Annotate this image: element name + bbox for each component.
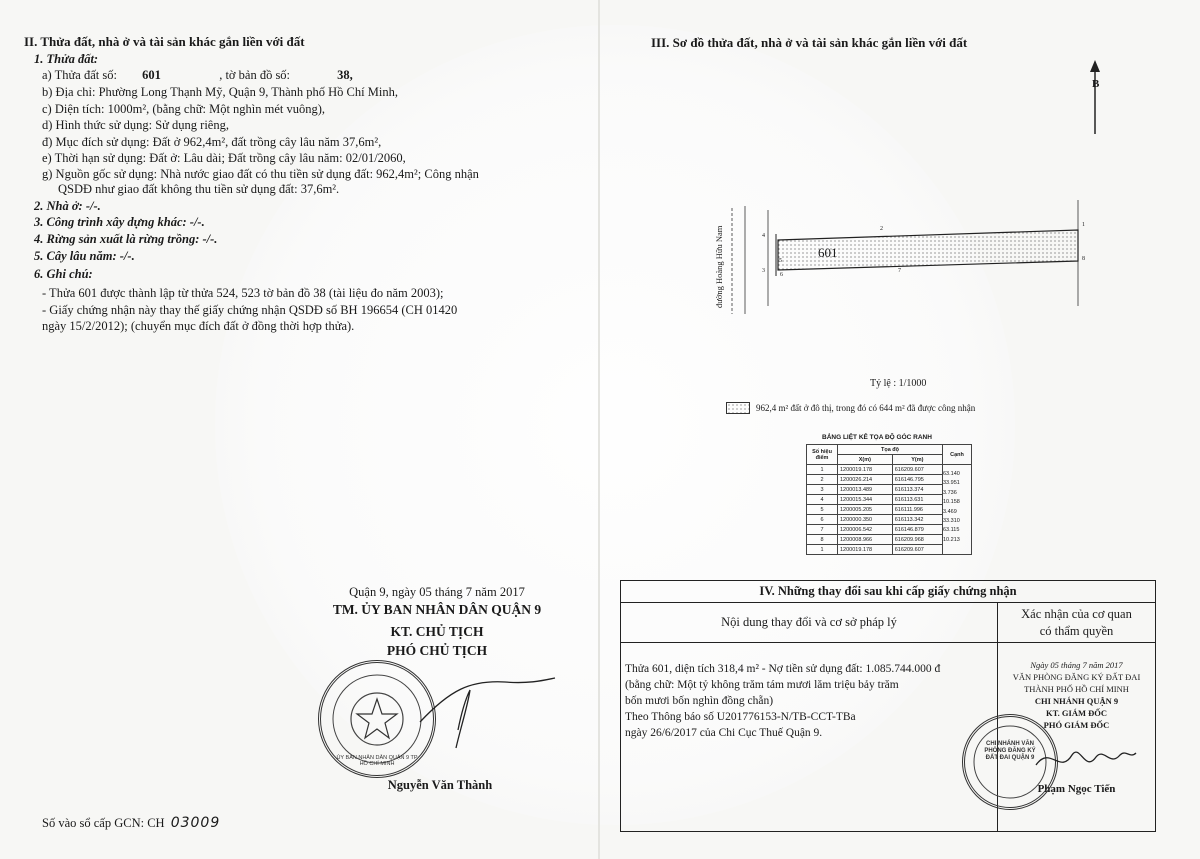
north-label: B [1092,78,1100,90]
table-cell: 616111.996 [892,505,942,515]
coord-table-title: BẢNG LIỆT KÊ TỌA ĐỘ GÓC RANH [822,434,932,441]
table-cell: 3 [807,485,838,495]
map-point-1: 1 [1082,222,1085,228]
confirm-role: PHÓ GIÁM ĐỐC [1043,720,1110,730]
note-2-line-1: - Giấy chứng nhận này thay thế giấy chứng nhận QSDĐ số BH 196654 (CH 01420 [42,303,458,317]
note-2-line-2: ngày 15/2/2012); (chuyển mục đích đất ở đồng thời hợp thửa). [42,319,355,333]
change-line-2: (bằng chữ: Một tỷ không trăm tám mươi lăm triệu bảy trăm [625,679,899,691]
notes-heading: 6. Ghi chú: [34,267,93,281]
table-cell: 1200008.966 [838,535,893,545]
table-cell: 6 [807,515,838,525]
coord-table [806,444,972,555]
confirm-header-2: có thẩm quyền [1039,623,1114,638]
edge-value: 10.213 [943,536,960,543]
house-line: 2. Nhà ở: -/-. [34,199,101,213]
edge-value: 33.951 [943,480,960,487]
table-cell: 1200000.350 [838,515,893,525]
usage-form-line: d) Hình thức sử dụng: Sử dụng riêng, [42,118,229,132]
issuer-role: PHÓ CHỦ TỊCH [386,643,488,658]
confirm-header-1: Xác nhận của cơ quan [1021,606,1132,621]
origin-line-2: QSDĐ như giao đất không thu tiền sử dụng đất: 37,6m². [58,182,340,196]
forest-line: 4. Rừng sản xuất là rừng trồng: -/-. [34,232,218,246]
table-cell: 616209.968 [892,535,942,545]
confirm-org-3: CHI NHÁNH QUẬN 9 [1034,696,1119,706]
coord-header-x: X(m) [838,455,893,465]
register-number-handwritten: 03009 [170,815,221,831]
table-cell: 1200019.178 [838,465,893,475]
confirm-date: Ngày 05 tháng 7 năm 2017 [1030,660,1123,670]
table-cell: 2 [807,475,838,485]
construction-line: 3. Công trình xây dựng khác: -/-. [34,215,205,229]
table-cell: 7 [807,525,838,535]
table-cell: 1200019.178 [838,545,893,555]
map-point-3: 3 [762,268,765,274]
north-arrow-icon [1085,58,1109,138]
table-cell: 616113.374 [892,485,942,495]
parcel-number-value: 601 [142,68,161,82]
chairman-name: Nguyễn Văn Thành [387,778,493,792]
table-cell: 1 [807,465,838,475]
table-cell: 616146.879 [892,525,942,535]
table-cell: 1200013.489 [838,485,893,495]
edge-value: 3.736 [943,489,957,496]
table-cell: 616113.631 [892,495,942,505]
usage-term-line: e) Thời hạn sử dụng: Đất ở: Lâu dài; Đất trồng cây lâu năm: 02/01/2060, [42,151,406,165]
change-entry [621,643,998,832]
register-label: Số vào sổ cấp GCN: CH [42,816,165,830]
coord-header-coord: Tọa độ [838,445,943,455]
issuer-kt: KT. CHỦ TỊCH [390,624,484,639]
change-line-3: bốn mươi bốn nghìn đồng chẵn) [625,695,774,707]
edge-column [943,465,972,555]
deputy-director-signature [1030,735,1140,785]
map-point-5: 5 [779,258,782,264]
parcel-map-drawing [690,196,1090,321]
table-cell: 1200006.542 [838,525,893,535]
map-point-6: 6 [780,272,783,278]
note-1: - Thửa 601 được thành lập từ thửa 524, 523 tờ bản đồ 38 (tài liệu đo năm 2003); [42,286,444,300]
coord-header-y: Y(m) [892,455,942,465]
table-cell: 616209.607 [892,465,942,475]
edge-value: 63.115 [943,527,960,534]
section-ii-title: II. Thửa đất, nhà ở và tài sản khác gắn liền với đất [24,34,305,49]
parcel-map [690,196,1090,321]
table-cell: 5 [807,505,838,515]
table-cell: 616209.607 [892,545,942,555]
section-iii-title: III. Sơ đồ thửa đất, nhà ở và tài sản khác gắn liền với đất [651,35,968,50]
map-point-4: 4 [762,233,765,239]
confirm-org-2: THÀNH PHỐ HỒ CHÍ MINH [1024,684,1129,694]
table-cell: 1200005.205 [838,505,893,515]
page-fold-line [598,0,600,859]
legend-swatch-icon [726,402,750,414]
changes-col-confirm [998,603,1156,643]
edge-value: 3.469 [943,508,957,515]
map-point-8: 8 [1082,256,1085,262]
perennial-line: 5. Cây lâu năm: -/-. [34,249,135,263]
confirm-org-1: VĂN PHÒNG ĐĂNG KÝ ĐẤT ĐAI [1012,672,1141,682]
coord-header-point: Số hiệu điểm [807,445,838,465]
edge-value: 63.140 [943,471,960,477]
table-cell: 8 [807,535,838,545]
edge-value: 10.158 [943,499,960,506]
change-line-5: ngày 26/6/2017 của Chi Cục Thuế Quận 9. [625,727,823,739]
register-number-line [42,815,220,831]
map-point-7: 7 [898,268,901,274]
parcel-heading: 1. Thửa đất: [34,52,99,66]
branch-seal-text: CHI NHÁNH VĂN PHÒNG ĐĂNG KÝ ĐẤT ĐAI QUẬN 9 [984,741,1036,761]
changes-table [620,580,1156,832]
table-cell: 616146.795 [892,475,942,485]
map-point-2: 2 [880,226,883,232]
chairman-signature [410,660,560,760]
address-line: b) Địa chỉ: Phường Long Thạnh Mỹ, Quận 9, Thành phố Hồ Chí Minh, [42,85,398,99]
map-legend [726,402,975,414]
table-row [807,465,972,475]
coord-header-edge: Cạnh [943,445,972,465]
issue-date-line: Quận 9, ngày 05 tháng 7 năm 2017 [349,585,525,599]
map-sheet-value: 38, [337,68,353,82]
map-scale: Tỷ lệ : 1/1000 [870,378,927,389]
map-sheet-label: , tờ bản đồ số: [219,68,291,82]
change-line-4: Theo Thông báo số U201776153-N/TB-CCT-TBa [625,711,856,723]
table-cell: 1200026.214 [838,475,893,485]
parcel-number-label: a) Thửa đất số: [42,68,117,82]
table-cell: 616113.342 [892,515,942,525]
road-label: đường Hoàng Hữu Nam [714,225,724,308]
origin-line-1: g) Nguồn gốc sử dụng: Nhà nước giao đất có thu tiền sử dụng đất: 962,4m²; Công nhận [42,167,479,181]
table-cell: 4 [807,495,838,505]
changes-col-content: Nội dung thay đổi và cơ sở pháp lý [621,603,998,643]
edge-value: 33.310 [943,518,960,525]
confirm-signer: Phạm Ngọc Tiến [1037,783,1116,795]
table-cell: 1 [807,545,838,555]
area-line: c) Diện tích: 1000m², (bằng chữ: Một nghìn mét vuông), [42,102,326,116]
confirm-kt: KT. GIÁM ĐỐC [1046,708,1107,718]
change-line-1: Thửa 601, diện tích 318,4 m² - Nợ tiền sử dụng đất: 1.085.744.000 đ [625,663,941,675]
issuer-org: TM. ỦY BAN NHÂN DÂN QUẬN 9 [332,602,542,617]
parcel-number-map-label: 601 [818,245,838,260]
legend-text: 962,4 m² đất ở đô thị, trong đó có 644 m² đã được công nhận [756,403,976,413]
parcel-number-line [42,68,353,83]
usage-purpose-line: đ) Mục đích sử dụng: Đất ở 962,4m², đất trồng cây lâu năm 37,6m², [42,135,382,149]
table-cell: 1200015.344 [838,495,893,505]
district-seal-text: ỦY BAN NHÂN DÂN QUẬN 9 TP HỒ CHÍ MINH [336,755,418,767]
section-iv-title: IV. Những thay đổi sau khi cấp giấy chứng nhận [621,581,1156,603]
